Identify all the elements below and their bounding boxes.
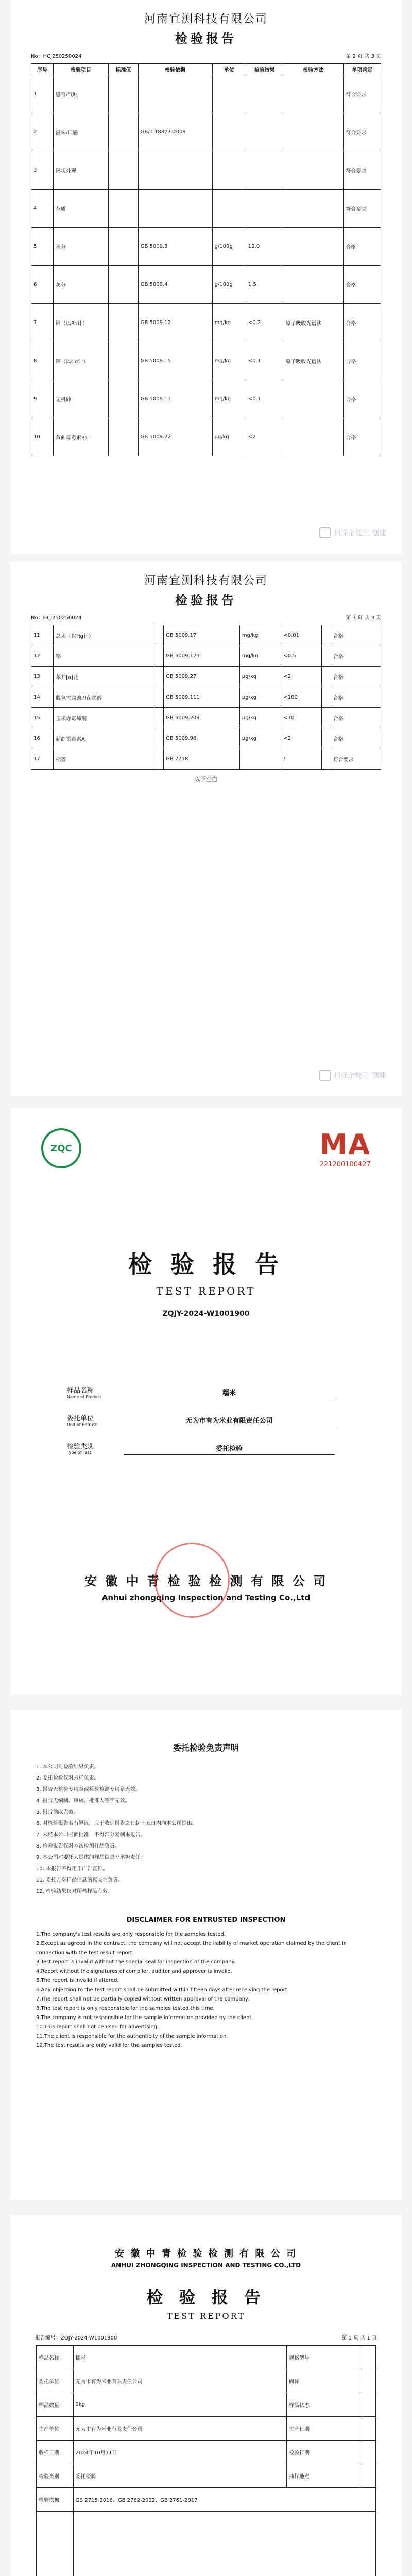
test-report-page — [10, 2215, 402, 2576]
table-value-cell: 无为市有为米业有限责任公司 — [73, 2369, 286, 2393]
table-cell — [212, 190, 246, 228]
company-name: 河南宜测科技有限公司 — [144, 13, 268, 26]
report-number: No：HCJ250250024 — [31, 615, 82, 621]
table-cell: 13 — [31, 667, 54, 687]
table-row — [37, 2417, 376, 2441]
cover-title-en: TEST REPORT — [156, 1285, 256, 1297]
table-cell — [109, 380, 139, 418]
disclaimer-line-en: 10.This report shall not be used for advertising. — [36, 2024, 159, 2030]
disclaimer-line-en: 12.The test results are only valid for the samples tested. — [36, 2043, 182, 2048]
table-cell: <2 — [281, 667, 322, 687]
disclaimer-line-cn: 6. 对检验报告若有异议，应于收到报告之日起十五日内向本公司提出。 — [36, 1821, 197, 1826]
table-row — [37, 2369, 376, 2393]
table-cell — [283, 380, 344, 418]
table-cell: 符合要求 — [344, 113, 381, 151]
table-cell: 合格 — [331, 728, 381, 749]
table-cell: 5 — [31, 228, 54, 266]
table-cell: GB 5009.22 — [138, 418, 212, 456]
table-cell: 12.0 — [246, 228, 283, 266]
table-label-cell: 生产单位 — [37, 2417, 74, 2441]
table-row — [31, 75, 381, 113]
table-label-cell: 检验类别 — [37, 2464, 74, 2488]
table-cell: GB 5009.209 — [164, 708, 240, 728]
table-cell — [109, 304, 139, 342]
disclaimer-line-cn: 9. 本公司对委托人提供的样品信息不承担责任。 — [36, 1855, 146, 1860]
table-cell: 14 — [31, 687, 54, 708]
table-cell: GB 5009.27 — [164, 667, 240, 687]
page-info: 第 2 页 共 3 页 — [346, 54, 381, 59]
table-cell: 3 — [31, 151, 54, 190]
cover-field-value: 委托检验 — [124, 1443, 335, 1455]
table-cell: 杂质 — [53, 190, 108, 228]
scanner-logo-icon — [319, 527, 331, 538]
table-cell: 原子吸收光谱法 — [283, 304, 344, 342]
table-label-cell: 检验依据 — [37, 2488, 74, 2512]
table-cell: GB 5009.123 — [164, 646, 240, 667]
table-cell: 合格 — [331, 708, 381, 728]
table-cell: 玉米赤霉烯酮 — [54, 708, 154, 728]
cover-title-cn: 检 验 报 告 — [128, 1250, 284, 1278]
table-cell — [138, 75, 212, 113]
table-row — [31, 625, 381, 646]
zqc-logo — [41, 1128, 81, 1168]
table-cell — [283, 151, 344, 190]
table-value-cell: 2kg — [73, 2393, 286, 2417]
table-cell — [246, 190, 283, 228]
table-row — [31, 708, 381, 728]
table-value-cell: 无为市有为米业有限责任公司 — [73, 2417, 286, 2441]
table-cell: 水分 — [53, 228, 108, 266]
table-cell: GB 5009.15 — [138, 342, 212, 380]
cover-company-cn: 安 徽 中 青 检 验 检 测 有 限 公 司 — [84, 1574, 328, 1588]
company-name: 河南宜测科技有限公司 — [144, 574, 268, 587]
disclaimer-line-en: 11.The client is responsible for the authenticity of the sample information. — [36, 2033, 228, 2039]
table-cell: μg/kg — [239, 708, 281, 728]
table-cell — [321, 625, 331, 646]
table-cell: 原子吸收光谱法 — [283, 342, 344, 380]
results-table — [31, 625, 381, 770]
table-header-cell: 单项判定 — [344, 64, 381, 75]
disclaimer-line-en: 1.The company's test results are only responsible for the samples tested. — [36, 1931, 226, 1937]
table-cell: GB 5009.96 — [164, 728, 240, 749]
report-title-en: TEST REPORT — [166, 2311, 246, 2321]
table-cell — [239, 749, 281, 770]
cover-field-label — [67, 1385, 124, 1399]
table-cell: / — [281, 749, 322, 770]
table-value-cell: 糯米 — [73, 2346, 286, 2369]
table-cell: 无机砷 — [53, 380, 108, 418]
table-row — [31, 646, 381, 667]
table-row — [31, 228, 381, 266]
table-cell — [109, 228, 139, 266]
table-row — [31, 749, 381, 770]
table-cell: 15 — [31, 708, 54, 728]
table-cell: mg/kg — [239, 625, 281, 646]
disclaimer-line-cn: 4. 报告无编制、审核、批准人签字无效。 — [36, 1798, 130, 1804]
table-cell — [154, 625, 164, 646]
disclaimer-title-en: DISCLAIMER FOR ENTRUSTED INSPECTION — [126, 1916, 286, 1924]
disclaimer-line-cn: 12. 检验结果仅对所检样品有效。 — [36, 1889, 113, 1894]
table-cell — [283, 113, 344, 151]
table-header-cell: 检验项目 — [53, 64, 108, 75]
table-cell: 苯并[a]芘 — [54, 667, 154, 687]
table-row — [31, 266, 381, 304]
report-title: 检验报告 — [175, 31, 237, 46]
table-cell: 合格 — [344, 418, 381, 456]
table-header-cell: 标准值 — [109, 64, 139, 75]
table-label-cell: 样品状态 — [287, 2393, 362, 2417]
table-cell — [321, 667, 331, 687]
table-cell: 4 — [31, 190, 54, 228]
table-cell: 总汞（以Hg计） — [54, 625, 154, 646]
table-cell: μg/kg — [239, 728, 281, 749]
table-cell: GB 5009.17 — [164, 625, 240, 646]
disclaimer-line-en: 6.Any objection to the test report shall be submitted within fifteen days after receiving the report. — [36, 1987, 289, 1993]
disclaimer-line-cn: 7. 未经本公司书面批准，不得部分复制本报告。 — [36, 1832, 146, 1838]
table-cell — [212, 151, 246, 190]
table-label-cell: 商标 — [287, 2369, 362, 2393]
table-cell: <100 — [281, 687, 322, 708]
scanner-watermark: 扫描全能王 创建 — [319, 1070, 386, 1081]
cover-field-label-cn: 检验类别 — [67, 1443, 94, 1450]
disclaimer-line-cn: 3. 报告无检验专用章或检验检测专用章无效。 — [36, 1787, 141, 1792]
table-cell — [109, 266, 139, 304]
table-cell: 符合要求 — [331, 749, 381, 770]
table-cell: GB 7718 — [164, 749, 240, 770]
table-cell — [283, 75, 344, 113]
table-value-cell — [362, 2369, 376, 2393]
zqc-logo-icon: ZQC — [41, 1128, 81, 1168]
disclaimer-page — [10, 1710, 402, 2200]
disclaimer-line-cn: 10. 本报告不得用于广告宣传。 — [36, 1866, 108, 1872]
table-cell: GB 5009.111 — [164, 687, 240, 708]
table-label-cell: 样品名称 — [37, 2346, 74, 2369]
table-cell: g/100g — [212, 266, 246, 304]
table-label-cell: 抽样地点 — [287, 2464, 362, 2488]
table-cell: mg/kg — [212, 380, 246, 418]
table-cell — [109, 190, 139, 228]
disclaimer-line-cn: 11. 委托方对样品信息的真实性负责。 — [36, 1877, 124, 1883]
table-value-cell — [362, 2393, 376, 2417]
table-cell: 感官/气味 — [53, 75, 108, 113]
scanner-logo-icon — [319, 1070, 331, 1081]
table-header-cell: 单位 — [212, 64, 246, 75]
table-value-cell — [362, 2464, 376, 2488]
table-cell: 脱氧雪腐镰刀菌烯醇 — [54, 687, 154, 708]
table-cell — [246, 75, 283, 113]
table-cell — [109, 113, 139, 151]
table-cell: 铅（以Pb计） — [53, 304, 108, 342]
table-cell: GB 5009.11 — [138, 380, 212, 418]
table-cell: 符合要求 — [344, 75, 381, 113]
table-cell: 9 — [31, 380, 54, 418]
table-cell: <0.1 — [246, 380, 283, 418]
table-cell: μg/kg — [239, 667, 281, 687]
table-cell: <10 — [281, 708, 322, 728]
table-cell: GB 5009.12 — [138, 304, 212, 342]
cover-field-row — [67, 1440, 335, 1455]
cover-field-row — [67, 1385, 335, 1399]
table-cell: 8 — [31, 342, 54, 380]
table-row — [37, 2441, 376, 2464]
table-cell: 合格 — [344, 304, 381, 342]
table-cell: 赭曲霉毒素A — [54, 728, 154, 749]
table-label-cell: 规格型号 — [287, 2346, 362, 2369]
table-cell: GB 5009.4 — [138, 266, 212, 304]
disclaimer-line-en: 7.The report shall not be partially copied without written approval of the company. — [36, 1996, 249, 2002]
table-cell — [283, 418, 344, 456]
table-cell: GB/T 18877-2009 — [138, 113, 212, 151]
table-cell — [246, 151, 283, 190]
cover-field-value: 糯米 — [124, 1387, 335, 1399]
table-cell — [212, 75, 246, 113]
disclaimer-line-en: 5.The report is invalid if altered. — [36, 1978, 119, 1984]
table-label-cell: 检验日期 — [287, 2441, 362, 2464]
table-cell: 符合要求 — [344, 190, 381, 228]
table-value-cell — [362, 2441, 376, 2464]
report-number: 报告编号：ZQJY-2024-W1001900 — [35, 2335, 117, 2341]
report-cover — [10, 1108, 402, 1695]
table-cell — [109, 151, 139, 190]
cma-logo — [319, 1128, 371, 1168]
table-label-cell: 委托单位 — [37, 2369, 74, 2393]
cover-field-label-en: Unit of Entrust — [67, 1422, 97, 1427]
cover-field-label — [67, 1440, 124, 1455]
disclaimer-line-cn: 2. 委托检验仅对来样负责。 — [36, 1775, 99, 1781]
disclaimer-line-cn: 8. 检验报告仅对本次检测样品负责。 — [36, 1843, 120, 1849]
cma-logo-icon: MA — [319, 1128, 371, 1161]
table-row — [37, 2488, 376, 2512]
table-row — [31, 304, 381, 342]
report-title-cn: 检 验 报 告 — [146, 2287, 266, 2307]
cover-field-label-en: Type of Test — [67, 1450, 91, 1455]
table-cell: 11 — [31, 625, 54, 646]
table-cell: mg/kg — [212, 342, 246, 380]
cover-report-number: ZQJY-2024-W1001900 — [162, 1310, 250, 1318]
table-cell — [138, 190, 212, 228]
table-row — [31, 667, 381, 687]
table-cell: 17 — [31, 749, 54, 770]
table-cell: 12 — [31, 646, 54, 667]
table-header-cell: 检验结果 — [246, 64, 283, 75]
table-cell: <0.01 — [281, 625, 322, 646]
disclaimer-title-cn: 委托检验免责声明 — [173, 1743, 239, 1753]
disclaimer-line-cn: 5. 报告涂改无效。 — [36, 1809, 79, 1815]
table-cell: 合格 — [344, 266, 381, 304]
disclaimer-cn-list — [36, 1761, 376, 1897]
table-label-cell: 样品数量 — [37, 2393, 74, 2417]
table-cell — [154, 687, 164, 708]
cover-fields — [67, 1385, 335, 1455]
company-seal — [154, 1543, 230, 1618]
table-cell: 镉（以Cd计） — [53, 342, 108, 380]
table-cell — [321, 687, 331, 708]
table-cell: 合格 — [344, 228, 381, 266]
report-page-1 — [10, 0, 402, 554]
table-cell: 标签 — [54, 749, 154, 770]
table-row — [31, 113, 381, 151]
table-value-cell — [362, 2417, 376, 2441]
cover-company-en: Anhui zhongqing Inspection and Testing Co.,Ltd — [101, 1593, 311, 1602]
table-row — [31, 151, 381, 190]
table-cell: 黄曲霉毒素B1 — [53, 418, 108, 456]
table-header-cell: 检验依据 — [138, 64, 212, 75]
table-value-cell: 2024年10月11日 — [73, 2441, 286, 2464]
scanner-watermark: 扫描全能王 创建 — [319, 527, 386, 538]
table-value-cell: GB 2715-2016、GB 2762-2022、GB 2761-2017 — [73, 2488, 375, 2512]
table-cell: mg/kg — [239, 646, 281, 667]
table-cell: GB 5009.3 — [138, 228, 212, 266]
table-cell — [154, 667, 164, 687]
table-cell — [154, 728, 164, 749]
table-header-cell: 检验方法 — [283, 64, 344, 75]
table-value-cell — [73, 2512, 375, 2576]
company-cn: 安 徽 中 青 检 验 检 测 有 限 公 司 — [115, 2248, 297, 2259]
table-cell: 合格 — [331, 625, 381, 646]
table-cell — [283, 190, 344, 228]
table-cell: 1.5 — [246, 266, 283, 304]
table-cell: g/100g — [212, 228, 246, 266]
table-cell — [321, 728, 331, 749]
disclaimer-line-en: 2.Except as agreed in the contract, the company will not accept the liability of market operation claimed by the client in connection with the test result report. — [36, 1941, 347, 1956]
disclaimer-en-list — [36, 1930, 376, 2050]
table-cell — [321, 708, 331, 728]
table-row — [31, 342, 381, 380]
disclaimer-line-cn: 1. 本公司对检验结果负责。 — [36, 1764, 99, 1770]
cover-field-label-cn: 委托单位 — [67, 1415, 94, 1422]
table-header-cell: 序号 — [31, 64, 54, 75]
table-row — [37, 2512, 376, 2576]
table-cell: 10 — [31, 418, 54, 456]
table-cell — [109, 75, 139, 113]
table-cell — [283, 228, 344, 266]
cma-number: 221200100427 — [319, 1161, 371, 1168]
table-cell — [321, 646, 331, 667]
table-label-cell: 生产日期 — [287, 2417, 362, 2441]
table-cell: 形状外观 — [53, 151, 108, 190]
table-cell: <2 — [246, 418, 283, 456]
table-cell: 合格 — [344, 380, 381, 418]
table-cell — [154, 708, 164, 728]
table-cell: μg/kg — [212, 418, 246, 456]
table-cell — [154, 749, 164, 770]
table-cell: 铬 — [54, 646, 154, 667]
table-cell: 符合要求 — [344, 151, 381, 190]
table-row — [31, 190, 381, 228]
table-row — [31, 418, 381, 456]
table-cell: 滋味/口感 — [53, 113, 108, 151]
table-cell: μg/kg — [239, 687, 281, 708]
disclaimer-line-en: 8.The test report is only responsible for the samples tested this time. — [36, 2006, 215, 2011]
table-row — [31, 687, 381, 708]
blank-remark: 以下空白 — [195, 776, 217, 783]
report-page-2 — [10, 562, 402, 1096]
table-value-cell: 委托检验 — [73, 2464, 286, 2488]
cover-field-value: 无为市有为米业有限责任公司 — [124, 1415, 335, 1427]
table-cell: <2 — [281, 728, 322, 749]
report-number: No：HCJ250250024 — [31, 54, 82, 59]
table-cell — [212, 113, 246, 151]
cover-field-label-en: Name of Product — [67, 1395, 101, 1399]
table-cell — [109, 342, 139, 380]
table-cell: <0.1 — [246, 342, 283, 380]
company-en: ANHUI ZHONGQING INSPECTION AND TESTING CO.,LTD — [111, 2262, 301, 2269]
page-info: 第 1 页 共 1 页 — [341, 2335, 377, 2341]
cover-field-label-cn: 样品名称 — [67, 1387, 94, 1395]
cover-field-label — [67, 1413, 124, 1427]
table-row — [37, 2464, 376, 2488]
table-cell: mg/kg — [212, 304, 246, 342]
table-row — [31, 728, 381, 749]
table-cell: <0.2 — [246, 304, 283, 342]
disclaimer-line-en: 4.Report without the signatures of compiler, auditor and approver is invalid. — [36, 1969, 232, 1974]
table-cell: 16 — [31, 728, 54, 749]
disclaimer-line-en: 9.The company is not responsible for the sample information provided by the client. — [36, 2015, 253, 2021]
table-value-cell — [362, 2346, 376, 2369]
table-cell: 6 — [31, 266, 54, 304]
table-cell — [283, 266, 344, 304]
report-info-table — [36, 2345, 376, 2576]
table-row — [37, 2346, 376, 2369]
table-cell: 合格 — [344, 342, 381, 380]
results-table — [31, 63, 381, 456]
table-row — [31, 380, 381, 418]
table-cell — [246, 113, 283, 151]
table-label-cell — [37, 2512, 74, 2576]
report-title: 检验报告 — [175, 592, 237, 607]
table-cell: 2 — [31, 113, 54, 151]
table-cell: 灰分 — [53, 266, 108, 304]
table-label-cell: 收样日期 — [37, 2441, 74, 2464]
table-cell: 合格 — [331, 646, 381, 667]
table-cell — [321, 749, 331, 770]
table-cell: 7 — [31, 304, 54, 342]
table-cell — [154, 646, 164, 667]
disclaimer-line-en: 3.Test report is invalid without the special seal for inspection of the company. — [36, 1959, 236, 1965]
table-cell: 1 — [31, 75, 54, 113]
table-row — [37, 2393, 376, 2417]
table-cell — [138, 151, 212, 190]
table-cell: 合格 — [331, 667, 381, 687]
table-cell: <0.5 — [281, 646, 322, 667]
cover-field-row — [67, 1413, 335, 1427]
table-cell: 合格 — [331, 687, 381, 708]
page-info: 第 3 页 共 3 页 — [346, 615, 381, 621]
table-cell — [109, 418, 139, 456]
